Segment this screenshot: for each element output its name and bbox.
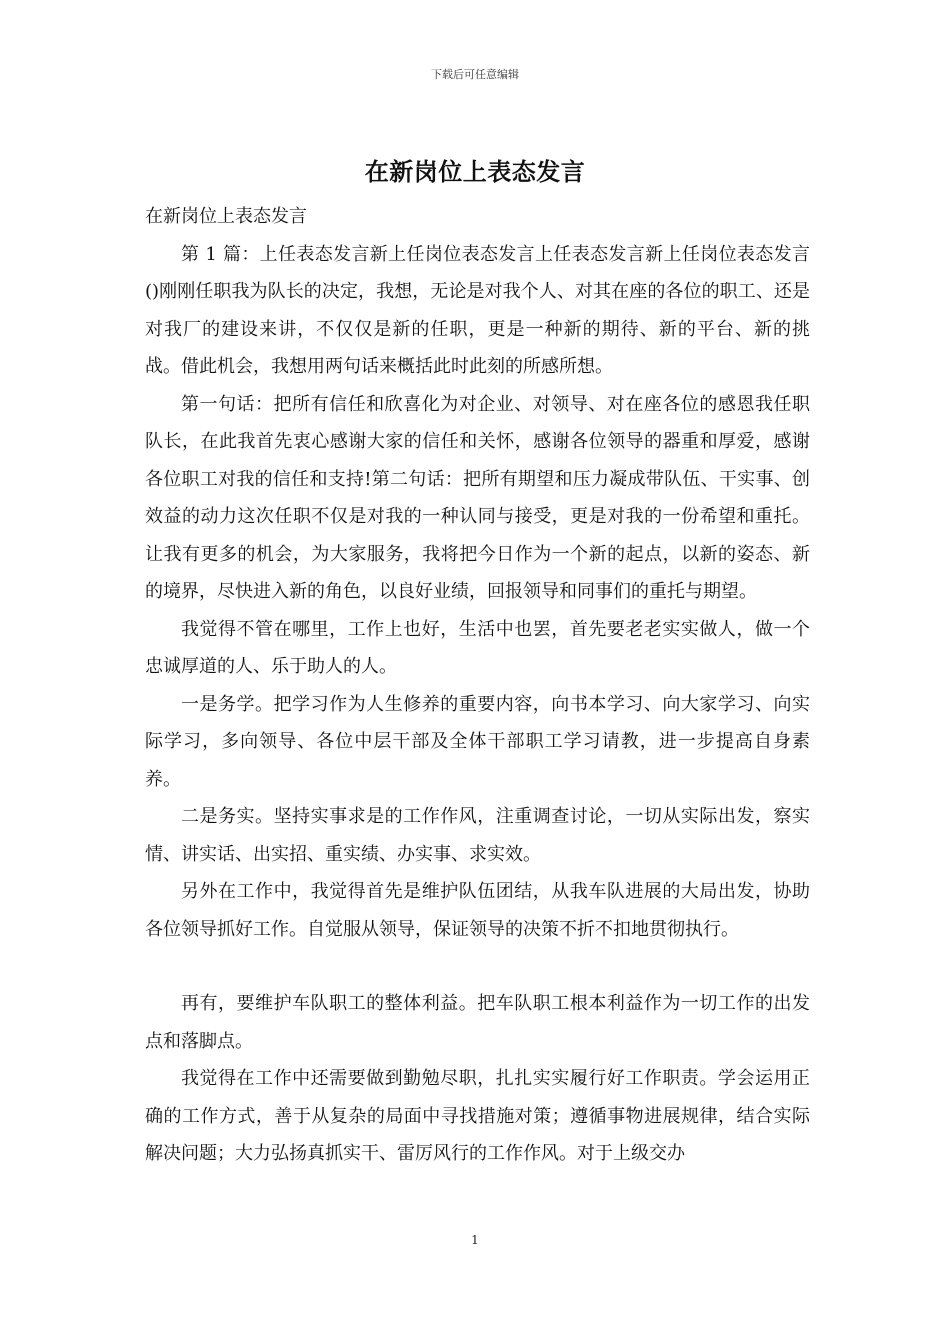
document-title: 在新岗位上表态发言 xyxy=(364,157,586,186)
document-body xyxy=(145,198,810,1173)
paragraph-2: 第一句话：把所有信任和欣喜化为对企业、对领导、对在座各位的感恩我任职队长，在此我首先衷心感谢大家的信任和关怀，感谢各位领导的器重和厚爱，感谢各位职工对我的信任和支持!第二句话：把所有期望和压力凝成带队伍、干实事、创效益的动力这次任职不仅是对我的一种认同与接受，更是对我的一份希望和重托。让我有更多的机会，为大家服务，我将把今日作为一个新的起点，以新的姿态、新的境界，尽快进入新的角色，以良好业绩，回报领导和同事们的重托与期望。 xyxy=(145,393,810,602)
page-header: 下载后可任意编辑 xyxy=(431,68,519,81)
paragraph-1: 第 1 篇：上任表态发言新上任岗位表态发言上任表态发言新上任岗位表态发言()刚刚任职我为队长的决定，我想，无论是对我个人、对其在座的各位的职工、还是对我厂的建设来讲，不仅仅是新的任职，更是一种新的期待、新的平台、新的挑战。借此机会，我想用两句话来概括此时此刻的所感所想。 xyxy=(145,243,810,377)
paragraph-6: 另外在工作中，我觉得首先是维护队伍团结，从我车队进展的大局出发，协助各位领导抓好工作。自觉服从领导，保证领导的决策不折不扣地贯彻执行。 xyxy=(145,881,810,940)
paragraph-4: 一是务学。把学习作为人生修养的重要内容，向书本学习、向大家学习、向实际学习，多向领导、各位中层干部及全体干部职工学习请教，进一步提高自身素养。 xyxy=(145,693,810,790)
document-subtitle: 在新岗位上表态发言 xyxy=(145,206,307,227)
page-number: 1 xyxy=(471,1233,479,1247)
paragraph-8: 我觉得在工作中还需要做到勤勉尽职，扎扎实实履行好工作职责。学会运用正确的工作方式，善于从复杂的局面中寻找措施对策；遵循事物进展规律，结合实际解决问题；大力弘扬真抓实干、雷厉风行的工作作风。对于上级交办 xyxy=(145,1068,810,1164)
paragraph-5: 二是务实。坚持实事求是的工作作风，注重调查讨论，一切从实际出发，察实情、讲实话、出实招、重实绩、办实事、求实效。 xyxy=(145,806,810,865)
paragraph-3: 我觉得不管在哪里，工作上也好，生活中也罢，首先要老老实实做人，做一个忠诚厚道的人、乐于助人的人。 xyxy=(145,618,810,677)
paragraph-7: 再有，要维护车队职工的整体利益。把车队职工根本利益作为一切工作的出发点和落脚点。 xyxy=(145,993,810,1052)
